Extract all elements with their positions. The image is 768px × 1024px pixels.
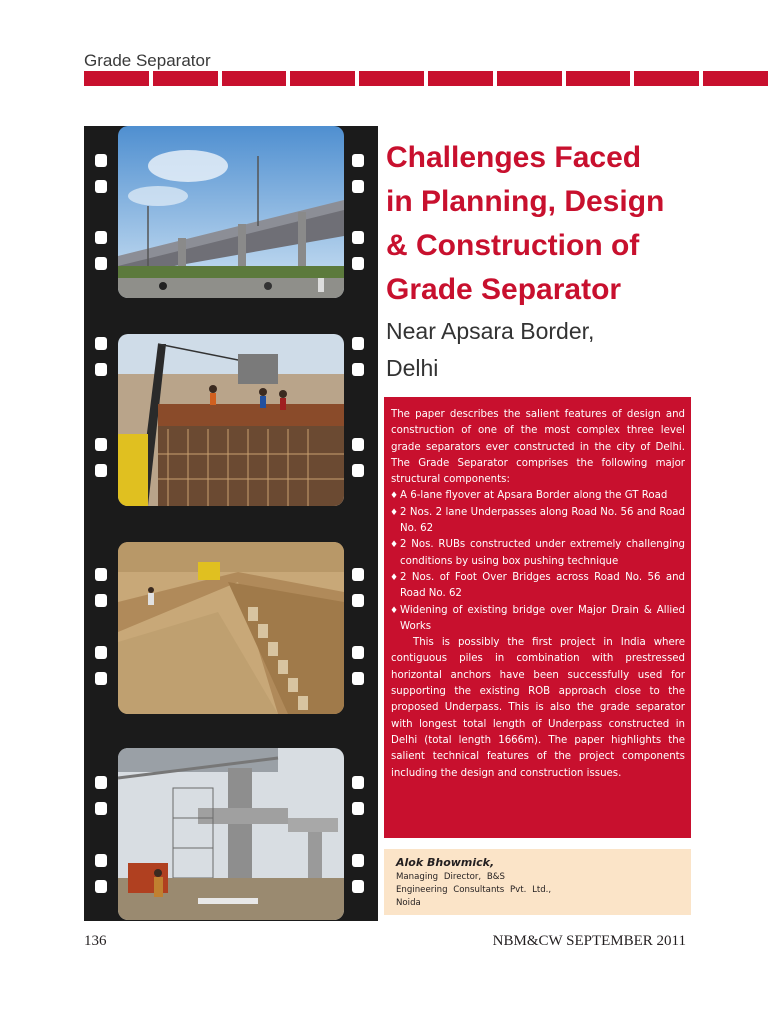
list-item: ♦ Widening of existing bridge over Major Drain & Allied Works — [391, 603, 685, 636]
page-number: 136 — [84, 933, 107, 949]
article-subtitle: Near Apsara Border, Delhi — [386, 318, 595, 381]
author-affiliation-line: Managing Director, B&S — [396, 872, 505, 882]
list-item: ♦ 2 Nos. RUBs constructed under extremely challenging conditions by using box pushing technique — [391, 537, 685, 570]
author-name: Alok Bhowmick, — [396, 856, 495, 869]
abstract-intro: The paper describes the salient features of design and construction of one of the most complex three level grade separators ever constructed in the city of Delhi. The Grade Separator comprises the following major structural components: — [391, 409, 685, 486]
film-strip — [84, 126, 378, 921]
component-list — [391, 488, 685, 635]
abstract-box — [384, 397, 691, 838]
pier-construction-photo — [118, 748, 344, 920]
list-item: ♦ 2 Nos. 2 lane Underpasses along Road No. 56 and Road No. 62 — [391, 505, 685, 538]
header-red-band — [84, 71, 768, 86]
flyover-photo — [118, 126, 344, 298]
article-title: Challenges Faced in Planning, Design & Construction of Grade Separator — [386, 141, 665, 306]
author-box — [384, 849, 691, 915]
list-item: ♦ 2 Nos. of Foot Over Bridges across Road No. 56 and Road No. 62 — [391, 570, 685, 603]
author-affiliation-line: Noida — [396, 898, 421, 908]
section-label: Grade Separator — [84, 51, 211, 70]
excavation-site-photo — [118, 542, 344, 714]
author-affiliation-line: Engineering Consultants Pvt. Ltd., — [396, 885, 552, 895]
abstract-paragraph: This is possibly the first project in India where contiguous piles in combination with prestressed horizontal anchors have been successfully used for supporting the existing ROB approach close to the proposed Underpass. This is also the grade separator with longest total length of Underpass constructed in Delhi (total length 1666m). The paper highlights the salient technical features of the project components including the design and construction issues. — [391, 637, 685, 779]
list-item: ♦ A 6-lane flyover at Apsara Border along the GT Road — [391, 488, 685, 504]
formwork-construction-photo — [118, 334, 344, 506]
issue-label: NBM&CW SEPTEMBER 2011 — [492, 933, 686, 949]
